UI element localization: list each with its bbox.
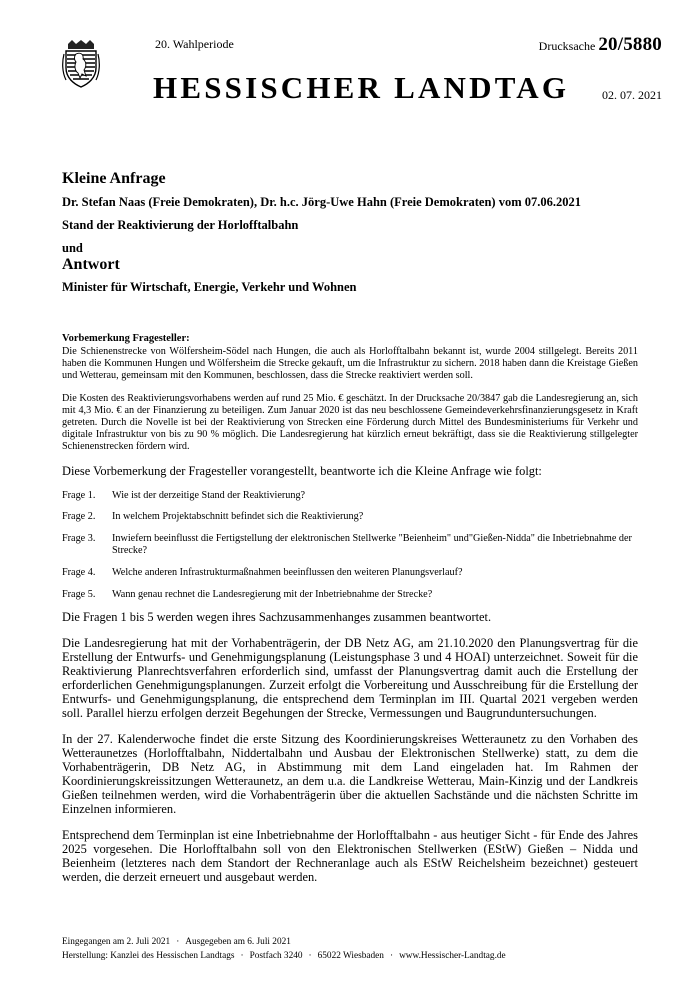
question-text: Wann genau rechnet die Landesregierung mit der Inbetriebnahme der Strecke? — [112, 588, 433, 600]
document-heading — [62, 170, 662, 303]
question-number: Frage 1. — [62, 489, 96, 501]
subject: Stand der Reaktivierung der Horlofftalbahn — [62, 218, 299, 232]
document-type: Kleine Anfrage — [62, 170, 166, 187]
answer-paragraph-3: Entsprechend dem Terminplan ist eine Inbetriebnahme der Horlofftalbahn - aus heutiger Sicht - für Ende des Jahres 2025 vorgesehen. Die Horlofftalbahn soll von den Elektronischen Stellwerken (EStW) Gießen – Nidda und Beienheim (letzteres nach dem Standort der Rechneranlage auch als EStW Reichelsheim bezeichnet) gesteuert werden, die derzeit erneuert und ausgebaut werden. — [62, 828, 638, 885]
document-date: 02. 07. 2021 — [602, 88, 662, 102]
question-number: Frage 2. — [62, 511, 96, 523]
question-item — [62, 589, 638, 601]
question-item — [62, 567, 638, 579]
footer — [62, 935, 506, 963]
question-number: Frage 3. — [62, 533, 96, 545]
answer-paragraph-0: Die Fragen 1 bis 5 werden wegen ihres Sachzusammenhanges zusammen beantwortet. — [62, 610, 492, 625]
und-label: und — [62, 241, 83, 255]
hesse-coat-of-arms-icon — [62, 40, 100, 88]
website-link[interactable]: www.Hessischer-Landtag.de — [399, 951, 506, 961]
question-text: In welchem Projektabschnitt befindet sich die Reaktivierung? — [112, 511, 364, 523]
minister: Minister für Wirtschaft, Energie, Verkehr und Wohnen — [62, 280, 357, 294]
ausgegeben: Ausgegeben am 6. Juli 2021 — [185, 937, 291, 947]
postal-address: 65022 Wiesbaden — [317, 951, 384, 961]
question-item — [62, 533, 638, 557]
footer-line-2: Herstellung: Kanzlei des Hessischen Landtags · Postfach 3240 · 65022 Wiesbaden · www.Hessischer-Landtag.de — [62, 951, 506, 961]
antwort-heading: Antwort — [62, 256, 120, 273]
document-body — [62, 333, 638, 896]
herstellung: Herstellung: Kanzlei des Hessischen Landtags — [62, 951, 235, 961]
answer-paragraph-1: Die Landesregierung hat mit der Vorhabenträgerin, der DB Netz AG, am 21.10.2020 den Planungsvertrag für die Erstellung der Entwurfs- und Genehmigungsplanung (Leistungsphase 3 und 4 HOAI) unterzeichnet. Soweit für die Reaktivierung Planrechtsverfahren erforderlich sind, umfasst der Planungsvertrag damit auch die Erstellung der erforderlichen Genehmigungsplanungen. Zurzeit erfolgt die Vorbereitung und Ausschreibung für die Erstellung der Entwurfs- und Genehmigungsplanung, die entsprechend dem Terminplan im III. Quartal 2021 vergeben werden soll. Parallel hierzu erfolgen derzeit Begehungen der Strecke, Vermessungen und Baugrunduntersuchungen. — [62, 636, 638, 721]
wahlperiode: 20. Wahlperiode — [155, 37, 234, 51]
drucksache — [539, 34, 662, 56]
postfach: Postfach 3240 — [249, 951, 303, 961]
question-item — [62, 490, 638, 502]
question-number: Frage 5. — [62, 588, 96, 600]
intro-paragraph: Diese Vorbemerkung der Fragesteller vorangestellt, beantworte ich die Kleine Anfrage wie folgt: — [62, 463, 542, 478]
question-text: Inwiefern beeinflusst die Fertigstellung der elektronischen Stellwerke "Beienheim" und"Gießen-Nidda" die Inbetriebnahme der Strecke? — [112, 533, 632, 557]
vorbemerkung-paragraph-2: Die Kosten des Reaktivierungsvorhabens werden auf rund 25 Mio. € geschätzt. In der Drucksache 20/3847 gab die Landesregierung an, sich mit 4,3 Mio. € an der Finanzierung zu beteiligen. Zum Januar 2020 ist das neu beschlossene Gemeindeverkehrsfinanzierungsgesetz in Kraft getreten. Durch die Novelle ist bei der Reaktivierung von Strecken eine Förderung durch Mittel des Bundesministeriums für Verkehr und digitale Infrastruktur von bis zu 90 % möglich. Die Landesregierung hat kürzlich erneut bekräftigt, dass sie die Reaktivierung stillgelegter Schienenstrecken fördern wird. — [62, 392, 638, 453]
vorbemerkung-title: Vorbemerkung Fragesteller: — [62, 333, 190, 344]
eingegangen: Eingegangen am 2. Juli 2021 — [62, 937, 171, 947]
footer-line-1: Eingegangen am 2. Juli 2021 · Ausgegeben am 6. Juli 2021 — [62, 937, 291, 947]
vorbemerkung-paragraph-1: Die Schienenstrecke von Wölfersheim-Södel nach Hungen, die auch als Horlofftalbahn bekannt ist, wurde 2004 stillgelegt. Bereits 2011 haben die Kommunen Hungen und Wölfersheim die Strecke gekauft, um die Infrastruktur zu sichern. 2018 haben dann die Kreistage Gießen und Wetterau, gemeinsam mit den Kommunen, beschlossen, dass die Strecke reaktiviert werden soll. — [62, 346, 638, 382]
question-text: Welche anderen Infrastrukturmaßnahmen beeinflussen den weiteren Planungsverlauf? — [112, 566, 463, 578]
answer-paragraph-2: In der 27. Kalenderwoche findet die erste Sitzung des Koordinierungskreises Wetteraunetz zu den Vorhaben des Wetteraunetzes (Horlofftalbahn, Niddertalbahn und Ausbau der Elektronischen Stellwerke) statt, zu dem die Vorhabenträgerin, DB Netz AG, in Abstimmung mit dem Land eingeladen hat. Im Rahmen der Koordinierungskreissitzungen Wetteraunetz, an dem u.a. die Landkreise Wetterau, Main-Kinzig und der Landkreis Gießen teilnehmen werden, wird die Vorhabenträgerin über die aktuellen Sachstände und die nächsten Schritte im Einzelnen informieren. — [62, 732, 638, 817]
page-title: HESSISCHER LANDTAG — [153, 70, 570, 105]
drucksache-number: 20/5880 — [598, 34, 662, 55]
question-item — [62, 511, 638, 523]
question-number: Frage 4. — [62, 566, 96, 578]
drucksache-label: Drucksache — [538, 39, 596, 53]
authors: Dr. Stefan Naas (Freie Demokraten), Dr. h.c. Jörg-Uwe Hahn (Freie Demokraten) vom 07.06.2021 — [62, 195, 582, 209]
question-text: Wie ist der derzeitige Stand der Reaktivierung? — [112, 489, 306, 501]
